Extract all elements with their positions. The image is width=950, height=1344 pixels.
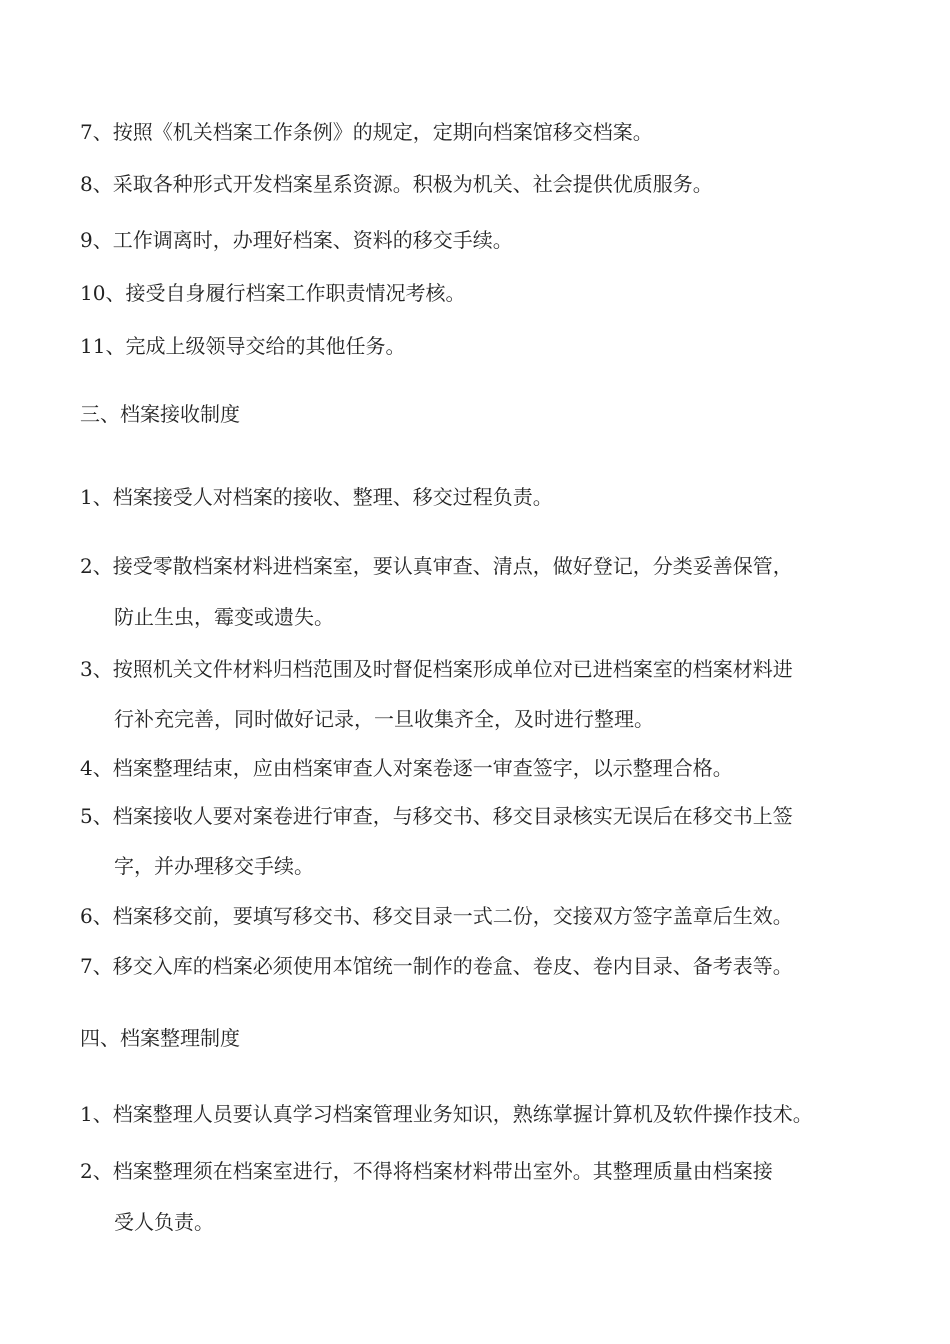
duty-item-7: 7、按照《机关档案工作条例》的规定，定期向档案馆移交档案。 bbox=[80, 120, 653, 144]
receiving-item-7: 7、移交入库的档案必须使用本馆统一制作的卷盒、卷皮、卷内目录、备考表等。 bbox=[80, 954, 793, 978]
receiving-item-1: 1、档案接受人对档案的接收、整理、移交过程负责。 bbox=[80, 485, 553, 509]
duty-item-11: 11、完成上级领导交给的其他任务。 bbox=[80, 334, 406, 358]
receiving-item-3: 3、按照机关文件材料归档范围及时督促档案形成单位对已进档案室的档案材料进 bbox=[80, 657, 793, 681]
duty-item-9: 9、工作调离时，办理好档案、资料的移交手续。 bbox=[80, 228, 513, 252]
receiving-item-4: 4、档案整理结束，应由档案审查人对案卷逐一审查签字，以示整理合格。 bbox=[80, 756, 733, 780]
receiving-item-5: 5、档案接收人要对案卷进行审查，与移交书、移交目录核实无误后在移交书上签 bbox=[80, 804, 793, 828]
sorting-item-2-cont: 受人负责。 bbox=[114, 1210, 214, 1234]
sorting-item-2: 2、档案整理须在档案室进行，不得将档案材料带出室外。其整理质量由档案接 bbox=[80, 1159, 773, 1183]
receiving-item-6: 6、档案移交前，要填写移交书、移交目录一式二份，交接双方签字盖章后生效。 bbox=[80, 904, 793, 928]
sorting-item-1: 1、档案整理人员要认真学习档案管理业务知识，熟练掌握计算机及软件操作技术。 bbox=[80, 1102, 813, 1126]
section-heading-receiving: 三、档案接收制度 bbox=[80, 402, 240, 426]
duty-item-8: 8、采取各种形式开发档案星系资源。积极为机关、社会提供优质服务。 bbox=[80, 172, 713, 196]
receiving-item-3-cont: 行补充完善，同时做好记录，一旦收集齐全，及时进行整理。 bbox=[114, 707, 654, 731]
receiving-item-2-cont: 防止生虫，霉变或遗失。 bbox=[114, 605, 334, 629]
receiving-item-5-cont: 字，并办理移交手续。 bbox=[114, 854, 314, 878]
receiving-item-2: 2、接受零散档案材料进档案室，要认真审查、清点，做好登记，分类妥善保管， bbox=[80, 554, 793, 578]
section-heading-sorting: 四、档案整理制度 bbox=[80, 1026, 240, 1050]
duty-item-10: 10、接受自身履行档案工作职责情况考核。 bbox=[80, 281, 466, 305]
